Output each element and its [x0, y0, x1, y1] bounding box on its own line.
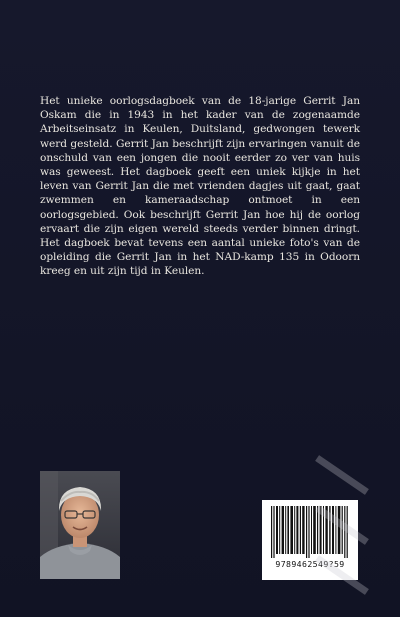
author-portrait-image [40, 471, 120, 579]
author-photo [40, 471, 120, 579]
isbn-number: 9789462549?59 [275, 559, 345, 569]
barcode-icon [271, 506, 349, 558]
barcode-label [262, 500, 358, 580]
blurb-text: Het unieke oorlogsdagboek van de 18-jarige Gerrit Jan Oskam die in 1943 in het kader van de zogenaamde Arbeitseinsatz in Keulen, Duitsland, gedwongen tewerk werd gesteld. Gerrit Jan beschrijft zijn ervaringen vanuit de onschuld van een jongen die nooit eerder zo ver van huis was geweest. Het dagboek geeft een uniek kijkje in het leven van Gerrit Jan die met vrienden dagjes uit gaat, gaat zwemmen en kameraadschap ontmoet in een oorlogsgebied. Ook beschrijft Gerrit Jan hoe hij de oorlog ervaart die zijn eigen wereld steeds verder binnen dringt. Het dagboek bevat tevens een aantal unieke foto's van de opleiding die Gerrit Jan in het NAD-kamp 135 in Odoorn kreeg en uit zijn tijd in Keulen. [40, 95, 360, 278]
